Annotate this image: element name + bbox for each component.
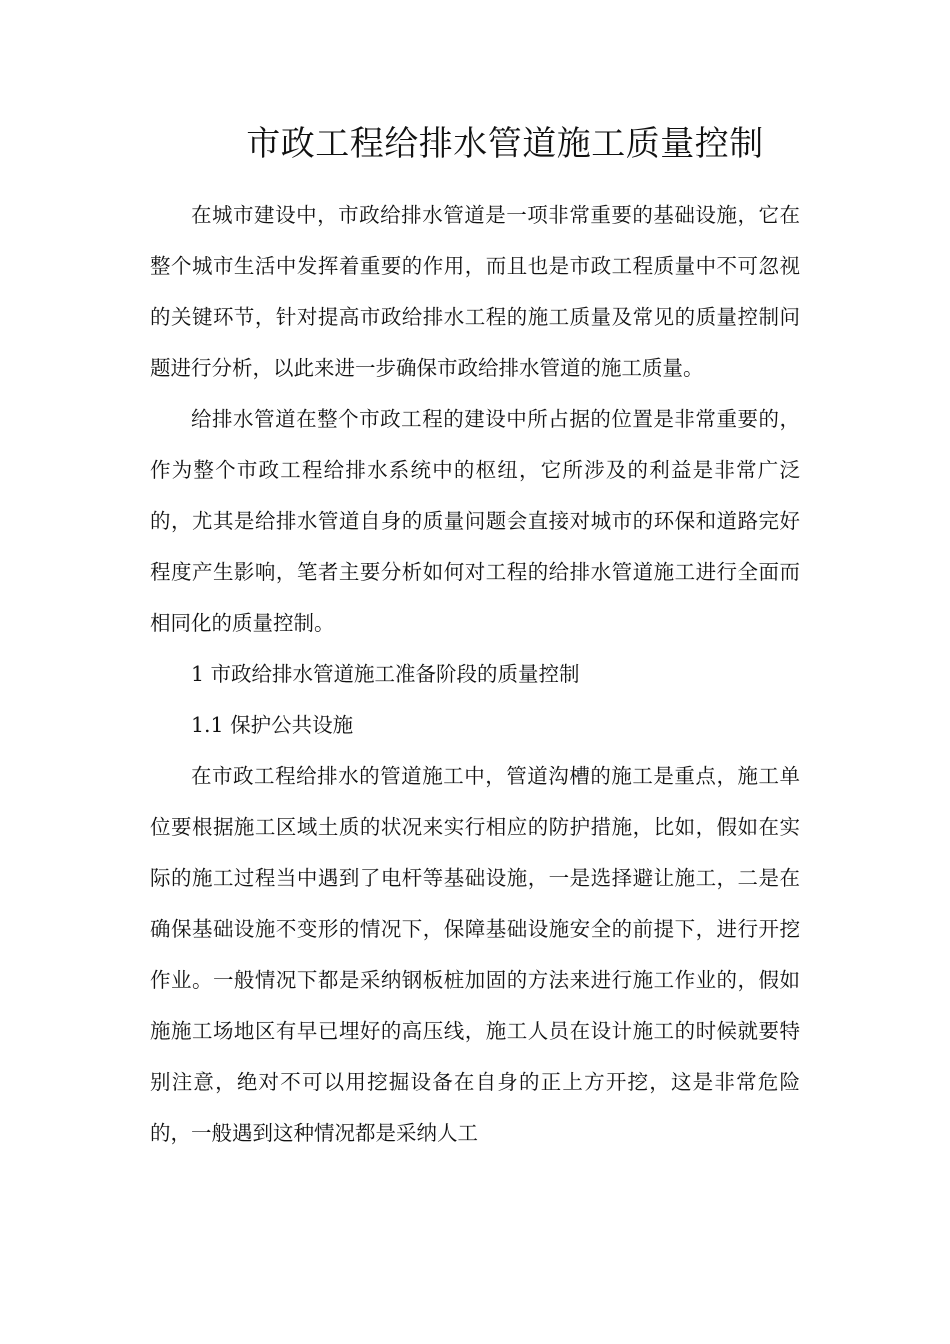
document-body <box>150 190 800 1159</box>
section-heading: 1 市政给排水管道施工准备阶段的质量控制 <box>191 662 580 686</box>
intro-paragraph: 在城市建设中，市政给排水管道是一项非常重要的基础设施，它在整个城市生活中发挥着重要的作用，而且也是市政工程质量中不可忽视的关键环节，针对提高市政给排水工程的施工质量及常见的质量控制问题进行分析，以此来进一步确保市政给排水管道的施工质量。 <box>150 203 800 380</box>
subsection-paragraph: 在市政工程给排水的管道施工中，管道沟槽的施工是重点，施工单位要根据施工区域土质的状况来实行相应的防护措施，比如，假如在实际的施工过程当中遇到了电杆等基础设施，一是选择避让施工，二是在确保基础设施不变形的情况下，保障基础设施安全的前提下，进行开挖作业。一般情况下都是采纳钢板桩加固的方法来进行施工作业的，假如施施工场地区有早已埋好的高压线，施工人员在设计施工的时候就要特别注意，绝对不可以用挖掘设备在自身的正上方开挖，这是非常危险的，一般遇到这种情况都是采纳人工 <box>150 764 800 1145</box>
background-paragraph: 给排水管道在整个市政工程的建设中所占据的位置是非常重要的，作为整个市政工程给排水系统中的枢纽，它所涉及的利益是非常广泛的，尤其是给排水管道自身的质量问题会直接对城市的环保和道路完好程度产生影响，笔者主要分析如何对工程的给排水管道施工进行全面而相同化的质量控制。 <box>150 407 800 635</box>
subsection-heading: 1.1 保护公共设施 <box>191 713 354 737</box>
document-title: 市政工程给排水管道施工质量控制 <box>246 124 764 164</box>
